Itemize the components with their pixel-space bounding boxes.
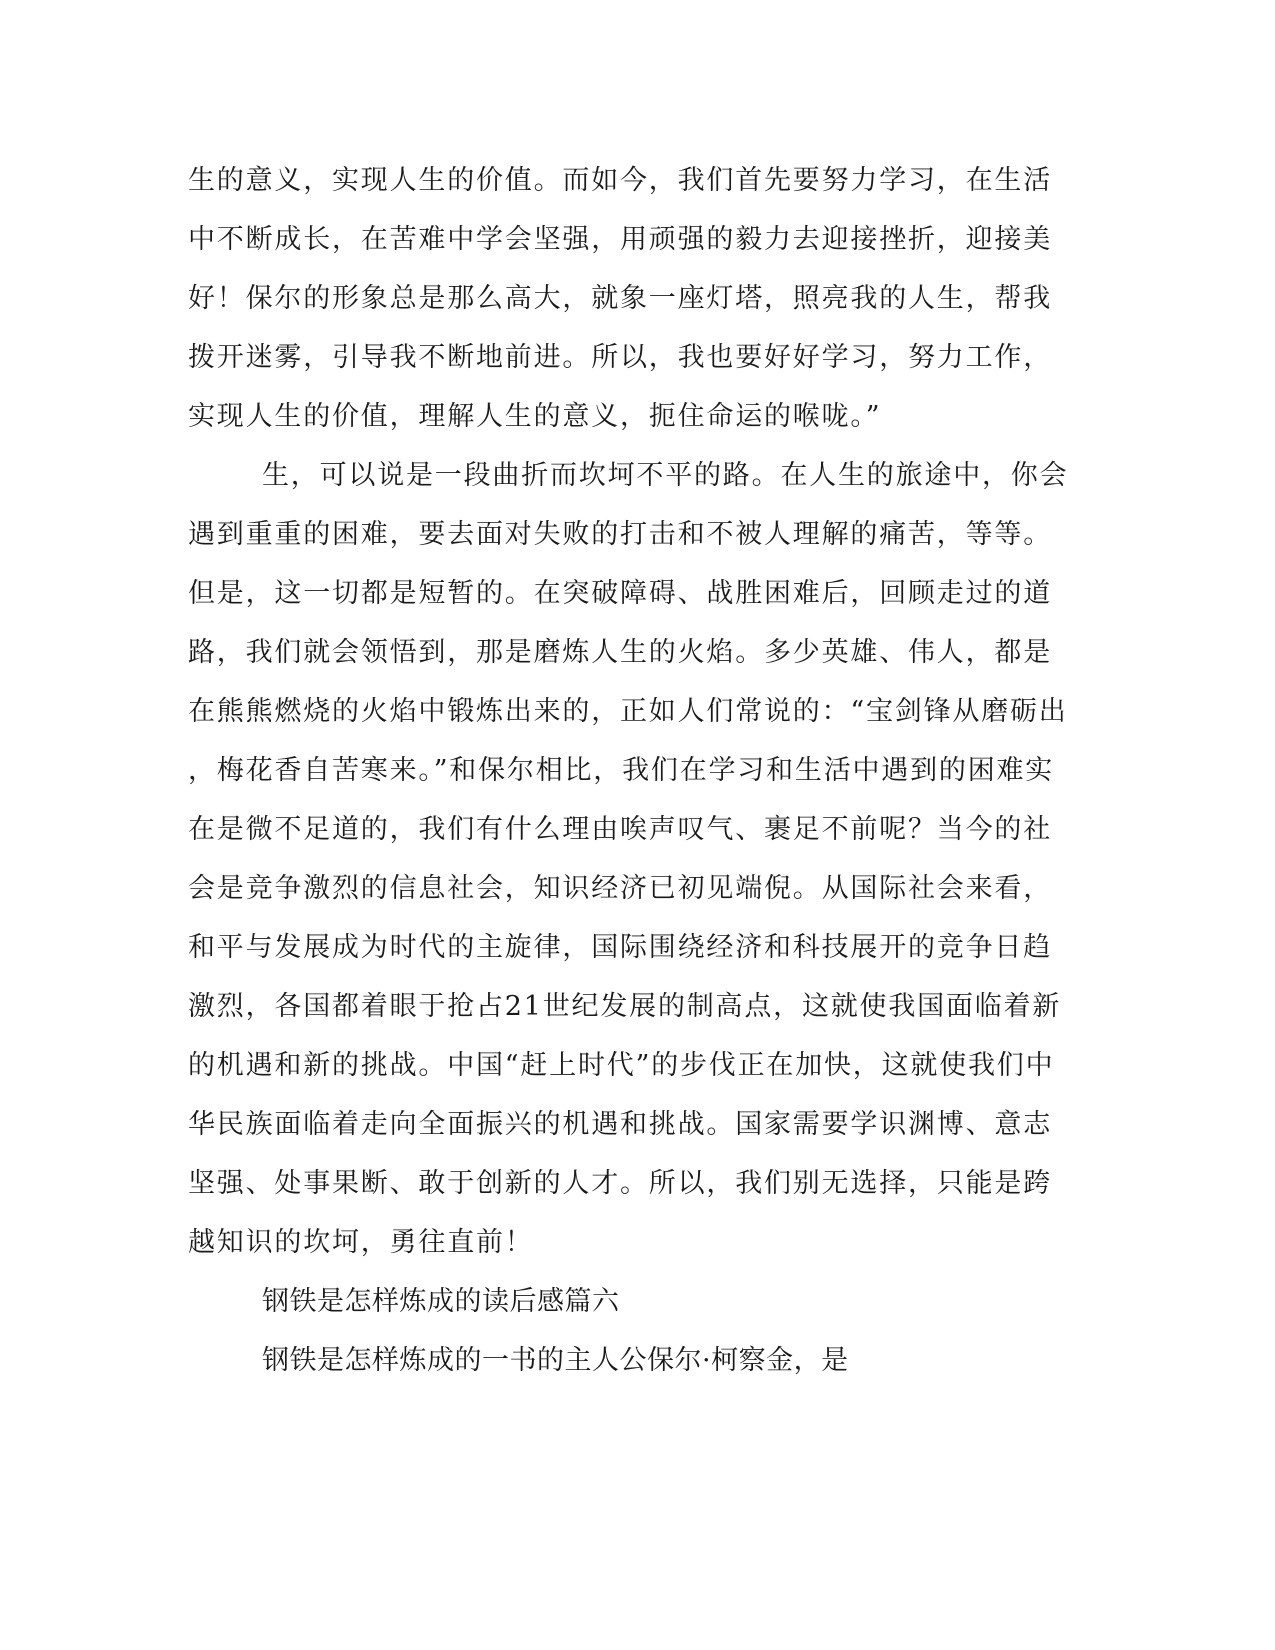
- body-text-line: 实现人生的价值，理解人生的意义，扼住命运的喉咙。”: [188, 401, 882, 432]
- body-text-line: 在熊熊燃烧的火焰中锻炼出来的，正如人们常说的：“宝剑锋从磨砺出: [188, 696, 1068, 727]
- body-text-line: 生，可以说是一段曲折而坎坷不平的路。在人生的旅途中，你会: [262, 460, 1069, 491]
- section-heading: 钢铁是怎样炼成的读后感篇六: [262, 1286, 620, 1317]
- body-text-line: 遇到重重的困难，要去面对失败的打击和不被人理解的痛苦，等等。: [188, 519, 1052, 550]
- body-text-line: 华民族面临着走向全面振兴的机遇和挑战。国家需要学识渊博、意志: [188, 1109, 1052, 1140]
- body-text-line: ，梅花香自苦寒来。”和保尔相比，我们在学习和生活中遇到的困难实: [188, 755, 1055, 786]
- body-text-line: 在是微不足道的，我们有什么理由唉声叹气、裹足不前呢？当今的社: [188, 814, 1052, 845]
- body-text-line: 好！保尔的形象总是那么高大，就象一座灯塔，照亮我的人生，帮我: [188, 283, 1052, 314]
- body-text-line: 拨开迷雾，引导我不断地前进。所以，我也要好好学习，努力工作，: [188, 342, 1052, 373]
- body-text-line: 和平与发展成为时代的主旋律，国际围绕经济和科技展开的竞争日趋: [188, 932, 1052, 963]
- body-text-line: 激烈，各国都着眼于抢占21世纪发展的制高点，这就使我国面临着新: [188, 991, 1062, 1022]
- body-text-line: 钢铁是怎样炼成的一书的主人公保尔·柯察金，是: [262, 1345, 849, 1376]
- body-text-line: 会是竞争激烈的信息社会，知识经济已初见端倪。从国际社会来看，: [188, 873, 1052, 904]
- body-text-line: 坚强、处事果断、敢于创新的人才。所以，我们别无选择，只能是跨: [188, 1168, 1052, 1199]
- body-text-line: 但是，这一切都是短暂的。在突破障碍、战胜困难后，回顾走过的道: [188, 578, 1052, 609]
- body-text-line: 生的意义，实现人生的价值。而如今，我们首先要努力学习，在生活: [188, 165, 1052, 196]
- body-text-line: 路，我们就会领悟到，那是磨炼人生的火焰。多少英雄、伟人，都是: [188, 637, 1052, 668]
- body-text-line: 中不断成长，在苦难中学会坚强，用顽强的毅力去迎接挫折，迎接美: [188, 224, 1052, 255]
- body-text-line: 的机遇和新的挑战。中国“赶上时代”的步伐正在加快，这就使我们中: [188, 1050, 1055, 1081]
- body-text-line: 越知识的坎坷，勇往直前！: [188, 1227, 534, 1258]
